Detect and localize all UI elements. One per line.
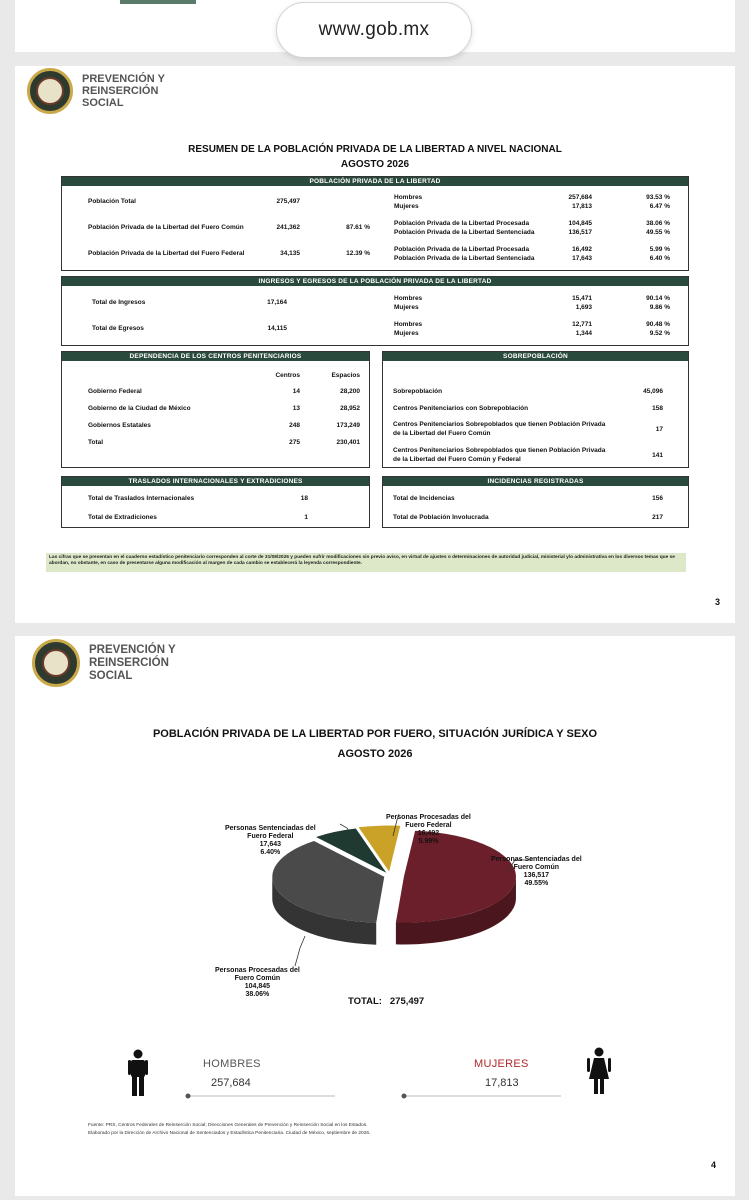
- value: 1,344: [575, 330, 592, 337]
- label: Población Privada de la Libertad Sentenciada: [394, 255, 535, 262]
- total-line: [348, 996, 424, 1007]
- percent: 6.47 %: [649, 203, 670, 210]
- man-icon: [127, 1049, 149, 1097]
- percent: 9.86 %: [649, 304, 670, 311]
- logo: [32, 639, 176, 687]
- row-label: Gobierno de la Ciudad de México: [88, 405, 191, 412]
- value: 14,115: [267, 325, 287, 332]
- label: Mujeres: [394, 304, 419, 311]
- section-header: TRASLADOS INTERNACIONALES Y EXTRADICIONES: [62, 477, 369, 486]
- slice-label-proc-federal: Personas Procesadas del Fuero Federal 16,492 5.99%: [386, 814, 471, 845]
- value: 17,643: [572, 255, 592, 262]
- value: 12,771: [572, 321, 592, 328]
- value: 136,517: [568, 229, 592, 236]
- value: 156: [652, 495, 663, 502]
- column-header: Centros: [275, 372, 300, 379]
- value: 158: [652, 405, 663, 412]
- value: 17,813: [572, 203, 592, 210]
- value: 141: [652, 452, 663, 459]
- slice-label-sent-comun: Personas Sentenciadas del Fuero Común 136,517 49.55%: [491, 856, 582, 887]
- percent: 5.99 %: [649, 246, 670, 253]
- value: 275: [289, 439, 300, 446]
- hombres-label: HOMBRES: [203, 1058, 261, 1070]
- source-note: Fuente: PRS, Centros Federales de Reinserción Social; Direcciones Generales de Prevención y Reinserción Social en los Estados. Elaborado por la Dirección de Archivo Nacional de Sentenciados y Estadística Penitenciaria. Ciudad de México, septiembre de 2026.: [88, 1123, 371, 1136]
- row-label: Centros Penitenciarios con Sobrepoblación: [393, 405, 529, 412]
- label: Mujeres: [394, 203, 419, 210]
- percent: 93.53 %: [646, 194, 670, 201]
- row-label: Gobierno Federal: [88, 388, 142, 395]
- row-label: Total: [88, 439, 104, 446]
- url-text: www.gob.mx: [318, 19, 430, 40]
- chart-title: POBLACIÓN PRIVADA DE LA LIBERTAD POR FUERO, SITUACIÓN JURÍDICA Y SEXO AGOSTO 2026: [152, 728, 598, 760]
- page-3: [15, 66, 735, 623]
- value: 1,693: [575, 304, 592, 311]
- disclaimer-note: Las cifras que se presentan en el cuaderno estadístico penitenciario corresponden al corte de 31/08/2026 y pueden sufrir modificaciones sin previo aviso, en virtud de ajustes o determinaciones de autoridad judicial, ministerial y/o administrativa en los diversos temas que se abordan, no obstante, en caso de presentarse alguna modificación al margen de cada cambio se establecerá la leyenda correspondiente.: [46, 553, 686, 572]
- slice-label-sent-federal: Personas Sentenciadas del Fuero Federal 17,643 6.40%: [225, 825, 316, 856]
- value: 16,492: [572, 246, 592, 253]
- value: 241,362: [276, 224, 300, 231]
- percent: 90.14 %: [646, 295, 670, 302]
- row-label: Total de Incidencias: [393, 495, 455, 502]
- section-header: INCIDENCIAS REGISTRADAS: [383, 477, 688, 486]
- value: 104,845: [568, 220, 592, 227]
- row-label: Centros Penitenciarios Sobrepoblados que tienen Población Privada: [393, 447, 606, 454]
- percent: 6.40 %: [649, 255, 670, 262]
- row-label: Total de Extradiciones: [88, 514, 157, 521]
- mujeres-value: 17,813: [485, 1077, 519, 1089]
- label: Población Total: [88, 198, 136, 205]
- label: Población Privada de la Libertad Procesada: [394, 246, 530, 253]
- value: 14: [292, 388, 300, 395]
- section-poblacion: [61, 176, 689, 271]
- row-label: Total de Traslados Internacionales: [88, 495, 195, 502]
- label: Mujeres: [394, 330, 419, 337]
- value: 34,135: [280, 250, 300, 257]
- total-value: 275,497: [389, 996, 425, 1007]
- page-number: 3: [715, 597, 721, 607]
- label: Población Privada de la Libertad Sentenciada: [394, 229, 535, 236]
- label: Total de Ingresos: [92, 299, 146, 306]
- section-header: POBLACIÓN PRIVADA DE LA LIBERTAD: [62, 177, 688, 186]
- value: 257,684: [568, 194, 592, 201]
- mujeres-label: MUJERES: [474, 1058, 529, 1070]
- label: Hombres: [394, 321, 423, 328]
- value: 28,952: [340, 405, 360, 412]
- column-header: Espacios: [331, 372, 360, 379]
- label: Hombres: [394, 295, 423, 302]
- section-ingresos-egresos: [61, 276, 689, 346]
- leader-line: [295, 936, 305, 966]
- logo-text: PREVENCIÓN Y REINSERCIÓN SOCIAL: [82, 73, 165, 109]
- seal-icon: [32, 639, 80, 687]
- percent: 12.39 %: [346, 250, 370, 257]
- percent: 38.06 %: [646, 220, 670, 227]
- mujeres-line: [401, 1093, 561, 1099]
- url-bar[interactable]: [276, 2, 472, 58]
- value: 18: [300, 495, 308, 502]
- green-bar: [120, 0, 196, 4]
- percent: 49.55 %: [646, 229, 670, 236]
- row-label: Gobiernos Estatales: [88, 422, 151, 429]
- section-header: SOBREPOBLACIÓN: [383, 352, 688, 361]
- page-title: RESUMEN DE LA POBLACIÓN PRIVADA DE LA LIBERTAD A NIVEL NACIONAL AGOSTO 2026: [188, 144, 562, 170]
- section-dependencia: [61, 351, 370, 468]
- label: Hombres: [394, 194, 423, 201]
- woman-icon: [587, 1047, 611, 1095]
- value: 217: [652, 514, 663, 521]
- page-number: 4: [711, 1160, 717, 1170]
- section-sobrepoblacion: [382, 351, 689, 468]
- label: Población Privada de la Libertad del Fuero Común: [88, 224, 244, 231]
- value: 230,401: [336, 439, 360, 446]
- hombres-value: 257,684: [211, 1077, 251, 1089]
- row-label: de la Libertad del Fuero Común y Federal: [393, 456, 521, 463]
- section-header: INGRESOS Y EGRESOS DE LA POBLACIÓN PRIVADA DE LA LIBERTAD: [62, 277, 688, 286]
- row-label: Sobrepoblación: [393, 388, 443, 395]
- value: 15,471: [572, 295, 592, 302]
- label: Población Privada de la Libertad Procesada: [394, 220, 530, 227]
- logo-text: PREVENCIÓN Y REINSERCIÓN SOCIAL: [89, 643, 176, 682]
- value: 17,164: [267, 299, 287, 306]
- section-incidencias: [382, 476, 689, 528]
- section-header: DEPENDENCIA DE LOS CENTROS PENITENCIARIOS: [62, 352, 369, 361]
- row-label: Centros Penitenciarios Sobrepoblados que tienen Población Privada: [393, 421, 606, 428]
- section-traslados: [61, 476, 370, 528]
- value: 173,249: [336, 422, 360, 429]
- row-label: Total de Población Involucrada: [393, 514, 489, 521]
- percent: 90.48 %: [646, 321, 670, 328]
- seal-icon: [27, 68, 73, 114]
- value: 45,096: [643, 388, 663, 395]
- value: 28,200: [340, 388, 360, 395]
- page-4: [15, 636, 735, 1196]
- logo: [27, 68, 165, 114]
- row-label: de la Libertad del Fuero Común: [393, 430, 491, 437]
- total-label: TOTAL:: [348, 996, 382, 1007]
- value: 13: [292, 405, 300, 412]
- percent: 9.52 %: [649, 330, 670, 337]
- label: Total de Egresos: [92, 325, 144, 332]
- value: 275,497: [276, 198, 300, 205]
- percent: 87.61 %: [346, 224, 370, 231]
- hombres-line: [185, 1093, 335, 1099]
- value: 1: [304, 514, 308, 521]
- label: Población Privada de la Libertad del Fuero Federal: [88, 250, 245, 257]
- value: 248: [289, 422, 300, 429]
- slice-label-proc-comun: Personas Procesadas del Fuero Común 104,845 38.06%: [215, 967, 300, 998]
- value: 17: [655, 426, 663, 433]
